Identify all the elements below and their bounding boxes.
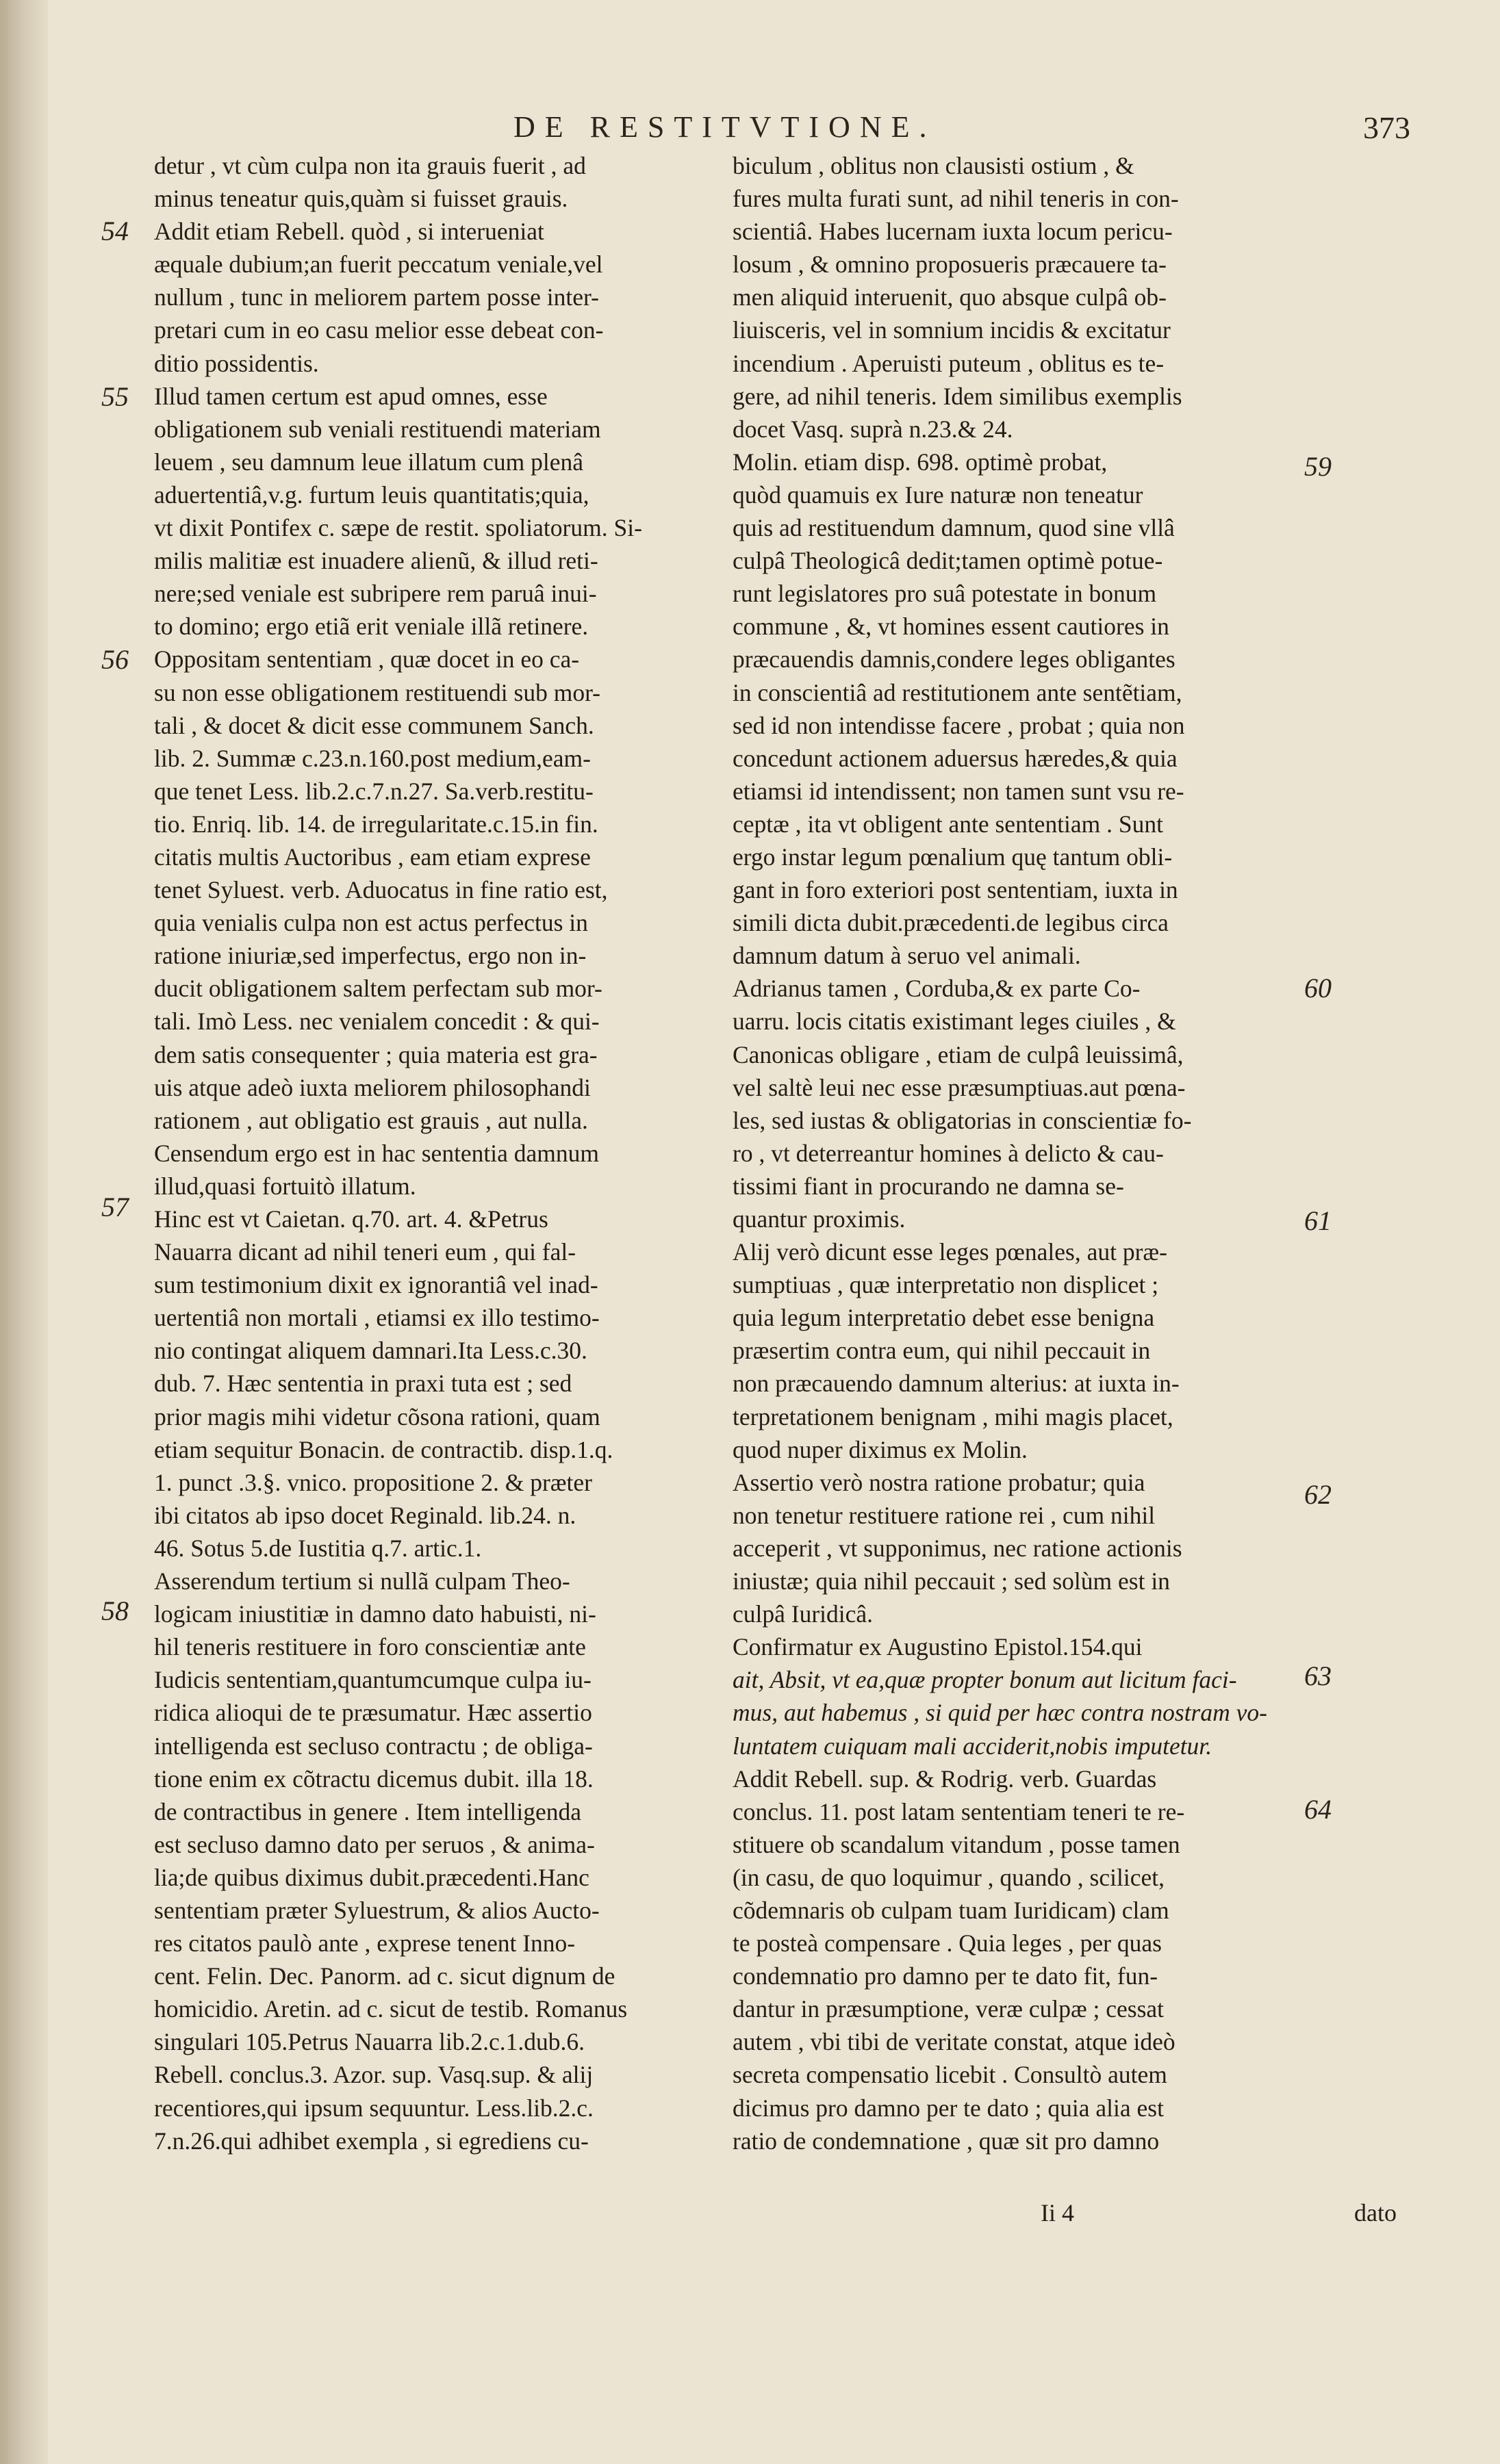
text-line: nere;sed veniale est subripere rem paruâ inui- (154, 580, 597, 608)
text-line: pretari cum in eo casu melior esse debeat con- (154, 316, 604, 344)
margin-number: 57 (101, 1192, 129, 1222)
text-line: 46. Sotus 5.de Iustitia q.7. artic.1. (154, 1534, 482, 1562)
text-line: ibi citatos ab ipso docet Reginald. lib.24. n. (154, 1501, 576, 1529)
text-line: Adrianus tamen , Corduba,& ex parte Co- (733, 975, 1141, 1003)
text-line: scientiâ. Habes lucernam iuxta locum pericu- (733, 218, 1173, 246)
text-line: nio contingat aliquem damnari.Ita Less.c.30. (154, 1337, 587, 1365)
text-line: leuem , seu damnum leue illatum cum plenâ (154, 448, 583, 476)
text-line: Confirmatur ex Augustino Epistol.154.qui (733, 1633, 1143, 1661)
text-line: Nauarra dicant ad nihil teneri eum , qui fal- (154, 1238, 576, 1266)
text-line: lia;de quibus diximus dubit.præcedenti.Hanc (154, 1863, 589, 1891)
margin-number: 62 (1304, 1479, 1332, 1510)
text-line: ridica alioqui de te præsumatur. Hæc assertio (154, 1699, 592, 1727)
text-line: (in casu, de quo loquimur , quando , scilicet, (733, 1863, 1165, 1891)
margin-number: 63 (1304, 1660, 1332, 1691)
text-line: ratione iniuriæ,sed imperfectus, ergo non in- (154, 942, 587, 970)
text-line: tali. Imò Less. nec venialem concedit : & qui- (154, 1008, 600, 1036)
text-line: ditio possidentis. (154, 349, 319, 377)
text-line: to domino; ergo etiã erit veniale illã retinere. (154, 613, 589, 641)
text-line: sententiam præter Syluestrum, & alios Aucto- (154, 1896, 600, 1924)
text-line: damnum datum à seruo vel animali. (733, 942, 1081, 970)
text-line: de contractibus in genere . Item intelligenda (154, 1797, 581, 1825)
text-line: etiamsi id intendissent; non tamen sunt vsu re- (733, 777, 1184, 805)
text-line: quis ad restituendum damnum, quod sine vllâ (733, 514, 1175, 542)
margin-number: 61 (1304, 1205, 1332, 1236)
left-text-column (154, 149, 712, 2203)
text-line: rationem , aut obligatio est grauis , aut nulla. (154, 1106, 588, 1134)
text-line: Molin. etiam disp. 698. optimè probat, (733, 448, 1108, 476)
text-line: uarru. locis citatis existimant leges ciuiles , & (733, 1008, 1176, 1036)
text-line: est secluso damno dato per seruos , & anima- (154, 1830, 595, 1858)
text-line: nullum , tunc in meliorem partem posse inter- (154, 283, 599, 311)
text-line: terpretationem benignam , mihi magis placet, (733, 1402, 1173, 1430)
text-line: ro , vt deterreantur homines à delicto & cau- (733, 1139, 1164, 1167)
text-line: Censendum ergo est in hac sententia damnum (154, 1139, 600, 1167)
text-line: men aliquid interuenit, quo absque culpâ ob- (733, 283, 1167, 311)
right-text-column (733, 149, 1291, 2203)
text-line: Alij verò dicunt esse leges pœnales, aut præ- (733, 1238, 1167, 1266)
text-line: liuisceris, vel in somnium incidis & excitatur (733, 316, 1171, 344)
margin-number: 56 (101, 644, 129, 675)
margin-number: 59 (1304, 451, 1332, 482)
text-line: luntatem cuiquam mali acciderit,nobis imputetur. (733, 1732, 1212, 1760)
text-line: quia legum interpretatio debet esse benigna (733, 1304, 1155, 1332)
text-line: citatis multis Auctoribus , eam etiam exprese (154, 843, 591, 871)
margin-number: 58 (101, 1595, 129, 1626)
text-line: Asserendum tertium si nullã culpam Theo- (154, 1567, 570, 1595)
text-line: culpâ Theologicâ dedit;tamen optimè potue- (733, 547, 1163, 575)
text-line: ergo instar legum pœnalium quę tantum obli- (733, 843, 1173, 871)
text-line: illud,quasi fortuitò illatum. (154, 1172, 416, 1200)
text-line: condemnatio pro damno per te dato fit, fun- (733, 1962, 1158, 1990)
margin-number: 55 (101, 381, 129, 412)
text-line: tione enim ex cõtractu dicemus dubit. illa 18. (154, 1764, 594, 1793)
page-header (459, 103, 1417, 151)
text-line: sumptiuas , quæ interpretatio non displicet ; (733, 1271, 1159, 1299)
text-line: quantur proximis. (733, 1205, 906, 1233)
text-line: culpâ Iuridicâ. (733, 1600, 874, 1628)
text-line: acceperit , vt supponimus, nec ratione actionis (733, 1534, 1182, 1562)
text-line: ait, Absit, vt ea,quæ propter bonum aut licitum faci- (733, 1666, 1237, 1694)
text-line: aduertentiâ,v.g. furtum leuis quantitatis;quia, (154, 480, 589, 509)
text-line: 1. punct .3.§. vnico. propositione 2. & præter (154, 1468, 592, 1496)
text-line: Addit Rebell. sup. & Rodrig. verb. Guardas (733, 1764, 1157, 1793)
text-line: sed id non intendisse facere , probat ; quia non (733, 711, 1185, 739)
text-line: quòd quamuis ex Iure naturæ non teneatur (733, 480, 1143, 509)
text-line: autem , vbi tibi de veritate constat, atque ideò (733, 2028, 1175, 2056)
text-line: tissimi fiant in procurando ne damna se- (733, 1172, 1124, 1200)
text-line: ceptæ , ita vt obligent ante sententiam . Sunt (733, 810, 1164, 838)
text-line: milis malitiæ est inuadere alienũ, & illud reti- (154, 547, 598, 575)
text-line: 7.n.26.qui adhibet exempla , si egrediens cu- (154, 2127, 589, 2155)
text-line: præcauendis damnis,condere leges obligantes (733, 645, 1175, 673)
text-line: secreta compensatio licebit . Consultò autem (733, 2061, 1167, 2089)
text-line: quia venialis culpa non est actus perfectus in (154, 909, 588, 937)
text-line: docet Vasq. suprà n.23.& 24. (733, 415, 1013, 443)
text-line: biculum , oblitus non clausisti ostium , & (733, 152, 1134, 179)
text-line: Assertio verò nostra ratione probatur; quia (733, 1468, 1145, 1496)
text-line: simili dicta dubit.præcedenti.de legibus circa (733, 909, 1169, 937)
margin-number: 64 (1304, 1794, 1332, 1825)
text-line: obligationem sub veniali restituendi materiam (154, 415, 601, 443)
text-line: tali , & docet & dicit esse communem Sanch. (154, 711, 594, 739)
text-line: gere, ad nihil teneris. Idem similibus exemplis (733, 382, 1182, 410)
page-number: 373 (1363, 110, 1410, 145)
text-line: dicimus pro damno per te dato ; quia alia est (733, 2094, 1164, 2122)
text-line: logicam iniustitiæ in damno dato habuisti, ni- (154, 1600, 596, 1628)
text-line: gant in foro exteriori post sententiam, iuxta in (733, 876, 1178, 904)
text-line: que tenet Less. lib.2.c.7.n.27. Sa.verb.restitu- (154, 777, 594, 805)
text-line: ratio de condemnatione , quæ sit pro damno (733, 2127, 1160, 2155)
text-line: hil teneris restituere in foro conscientiæ ante (154, 1633, 586, 1661)
text-line: Illud tamen certum est apud omnes, esse (154, 382, 548, 410)
text-line: singulari 105.Petrus Nauarra lib.2.c.1.dub.6. (154, 2028, 585, 2056)
text-line: prior magis mihi videtur cõsona rationi, quam (154, 1402, 600, 1430)
text-line: non præcauendo damnum alterius: at iuxta in- (733, 1370, 1180, 1398)
book-binding-shadow (0, 0, 48, 2464)
text-line: les, sed iustas & obligatorias in conscientiæ fo- (733, 1106, 1192, 1134)
text-line: cõdemnaris ob culpam tuam Iuridicam) clam (733, 1896, 1169, 1924)
text-line: uis atque adeò iuxta meliorem philosophandi (154, 1073, 591, 1101)
text-line: vt dixit Pontifex c. sæpe de restit. spoliatorum. Si- (154, 514, 642, 542)
text-line: uertentiâ non mortali , etiamsi ex illo testimo- (154, 1304, 600, 1332)
margin-number: 54 (101, 216, 129, 246)
text-line: concedunt actionem aduersus hæredes,& quia (733, 744, 1178, 772)
text-line: stituere ob scandalum vitandum , posse tamen (733, 1830, 1180, 1858)
text-line: tio. Enriq. lib. 14. de irregularitate.c.15.in fin. (154, 810, 598, 838)
text-line: præsertim contra eum, qui nihil peccauit in (733, 1337, 1151, 1365)
text-line: non tenetur restituere ratione rei , cum nihil (733, 1501, 1156, 1529)
text-line: res citatos paulò ante , exprese tenent Inno- (154, 1929, 576, 1958)
text-line: fures multa furati sunt, ad nihil teneris in con- (733, 185, 1179, 213)
text-line: etiam sequitur Bonacin. de contractib. disp.1.q. (154, 1435, 613, 1463)
text-line: recentiores,qui ipsum sequuntur. Less.lib.2.c. (154, 2094, 594, 2122)
text-line: dem satis consequenter ; quia materia est gra- (154, 1040, 598, 1068)
text-line: detur , vt cùm culpa non ita grauis fuerit , ad (154, 152, 586, 179)
catchword: dato (1354, 2199, 1397, 2226)
running-head: DE RESTITVTIONE. (513, 110, 937, 144)
text-line: intelligenda est secluso contractu ; de obliga- (154, 1732, 593, 1760)
text-line: commune , &, vt homines essent cautiores in (733, 613, 1169, 641)
text-line: cent. Felin. Dec. Panorm. ad c. sicut dignum de (154, 1962, 615, 1990)
text-line: sum testimonium dixit ex ignorantiâ vel inad- (154, 1271, 598, 1299)
book-page (48, 0, 1500, 2464)
text-line: homicidio. Aretin. ad c. sicut de testib. Romanus (154, 1995, 628, 2023)
text-line: su non esse obligationem restituendi sub mor- (154, 678, 601, 706)
text-line: minus teneatur quis,quàm si fuisset grauis. (154, 185, 568, 213)
text-line: quod nuper diximus ex Molin. (733, 1435, 1028, 1463)
text-line: mus, aut habemus , si quid per hæc contra nostram vo- (733, 1699, 1267, 1727)
text-line: conclus. 11. post latam sententiam teneri te re- (733, 1797, 1185, 1825)
text-line: dub. 7. Hæc sententia in praxi tuta est ; sed (154, 1370, 572, 1398)
text-line: runt legislatores pro suâ potestate in bonum (733, 580, 1157, 608)
text-line: Canonicas obligare , etiam de culpâ leuissimâ, (733, 1040, 1184, 1068)
text-line: Iudicis sententiam,quantumcumque culpa iu- (154, 1666, 592, 1694)
text-line: Addit etiam Rebell. quòd , si interueniat (154, 218, 544, 246)
text-line: Oppositam sententiam , quæ docet in eo ca- (154, 645, 580, 673)
page-footer (1000, 2198, 1410, 2240)
text-line: Rebell. conclus.3. Azor. sup. Vasq.sup. & alij (154, 2061, 594, 2089)
text-line: losum , & omnino proposueris præcauere ta- (733, 251, 1167, 279)
text-line: vel saltè leui nec esse præsumptiuas.aut pœna- (733, 1073, 1186, 1101)
text-line: lib. 2. Summæ c.23.n.160.post medium,eam- (154, 744, 591, 772)
text-line: ducit obligationem saltem perfectam sub mor- (154, 975, 602, 1003)
text-line: in conscientiâ ad restitutionem ante sentẽtiam, (733, 678, 1182, 706)
text-line: incendium . Aperuisti puteum , oblitus es te- (733, 349, 1165, 377)
signature-mark: Ii 4 (1041, 2199, 1074, 2226)
text-line: æquale dubium;an fuerit peccatum veniale,vel (154, 251, 603, 279)
text-line: Hinc est vt Caietan. q.70. art. 4. &Petrus (154, 1205, 548, 1233)
margin-number: 60 (1304, 973, 1332, 1003)
text-line: te posteà compensare . Quia leges , per quas (733, 1929, 1162, 1958)
text-line: tenet Syluest. verb. Aduocatus in fine ratio est, (154, 876, 608, 904)
text-line: iniustæ; quia nihil peccauit ; sed solùm est in (733, 1567, 1170, 1595)
text-line: dantur in præsumptione, veræ culpæ ; cessat (733, 1995, 1165, 2023)
